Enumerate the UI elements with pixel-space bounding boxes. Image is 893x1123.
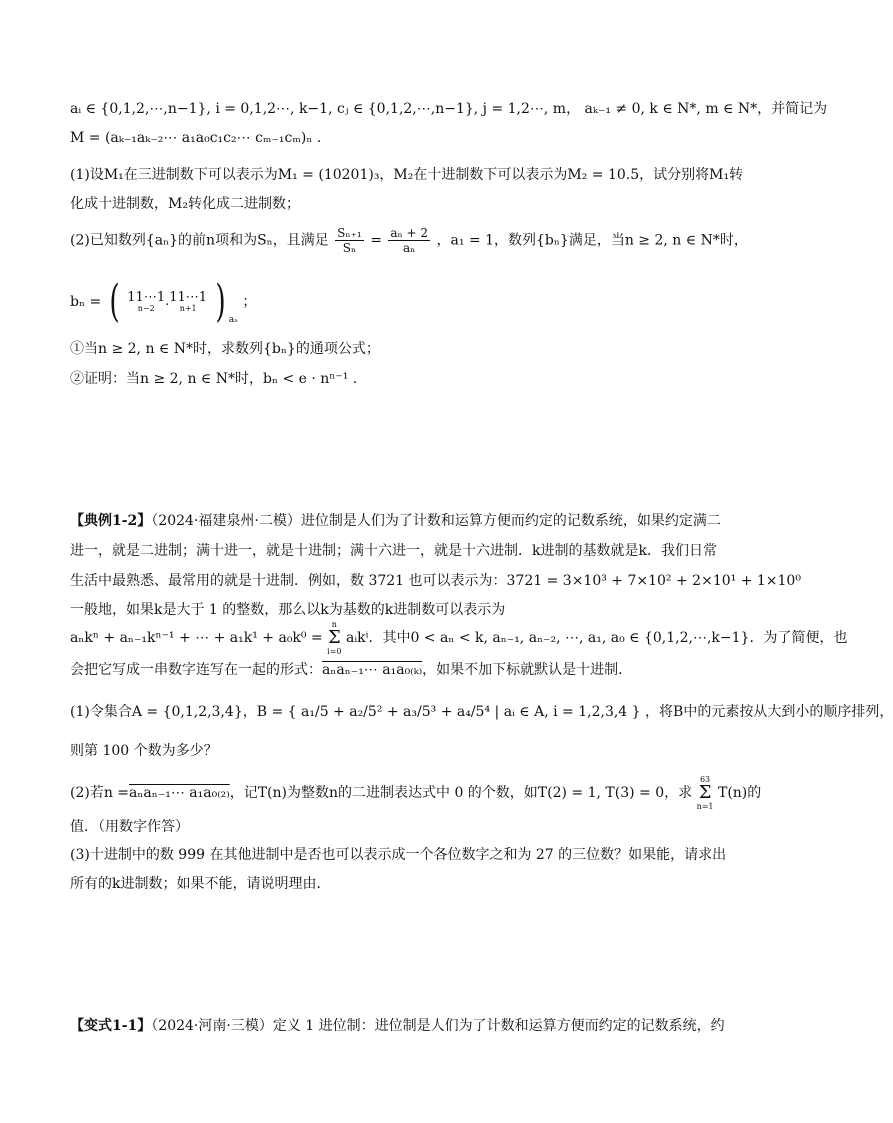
- part-2-line-1: [70, 775, 761, 811]
- bn-label: bₙ =: [70, 294, 102, 310]
- bn-definition: [70, 276, 257, 330]
- ones-group-1-digits: 11⋯1: [127, 290, 166, 305]
- part-2-line-2: 值．（用数字作答）: [70, 819, 189, 835]
- ones-group-2-count: n+1: [179, 304, 197, 313]
- ones-group-1-count: n−2: [137, 304, 155, 313]
- part-1-order: ，将B中的元素按从大到小的顺序排列，: [645, 704, 893, 720]
- ones-group-2-digits: 11⋯1: [169, 290, 208, 305]
- ones-group-2: [169, 291, 207, 313]
- q2-line-1: [70, 226, 748, 255]
- part-1-set-a: (1)令集合A = {0,1,2,3,4}，B =: [70, 704, 284, 720]
- equals-sign: =: [370, 232, 382, 249]
- part-2-t-def: ，记T(n)为整数n的二进制表达式中 0 的个数，如T(2) = 1, T(3) = 0，求: [229, 785, 693, 801]
- example-1-2-line-2: 进一，就是二进制；满十进一，就是十进制；满十六进一，就是十六进制．k进制的基数就是k．我们日常: [70, 543, 717, 559]
- q1-line-2: 化成十进制数，M₂转化成二进制数；: [70, 196, 300, 212]
- example-1-2-line-1: [70, 511, 721, 531]
- part-1-line-2: 则第 100 个数为多少？: [70, 743, 218, 759]
- part-3-line-1: (3)十进制中的数 999 在其他进制中是否也可以表示成一个各位数字之和为 27 的三位数？如果能，请求出: [70, 847, 727, 863]
- radix-point: .: [165, 294, 170, 309]
- summation-icon-2: 63 Σ n=1: [696, 775, 714, 811]
- binary-digit-string: aₙaₙ₋₁⋯ a₁a₀₍₂₎: [129, 785, 230, 801]
- summation-icon: n Σ i=0: [327, 620, 342, 656]
- part-1-line-1: [70, 702, 893, 722]
- ones-group-1: [127, 291, 165, 313]
- notation-intro: 会把它写成一串数字连写在一起的形式：: [70, 662, 322, 678]
- example-1-2-line-4: 一般地，如果k是大于 1 的整数，那么以k为基数的k进制数可以表示为: [70, 602, 506, 618]
- intro-line-2: M = (aₖ₋₁aₖ₋₂⋯ a₁a₀c₁c₂⋯ cₘ₋₁cₘ)ₙ .: [70, 130, 322, 146]
- bn-end: ；: [242, 294, 257, 310]
- example-1-2-tag: 【典例1-2】: [70, 513, 152, 529]
- part-3-line-2: 所有的k进制数；如果不能，请说明理由．: [70, 876, 331, 892]
- digit-string: aₙaₙ₋₁⋯ a₁a₀₍ₖ₎: [322, 662, 423, 678]
- variant-1-1-text: （2024·河南·三模）定义 1 进位制：进位制是人们为了计数和运算方便而约定的记数系统，约: [151, 1018, 725, 1034]
- variant-1-1-tag: 【变式1-1】: [70, 1018, 152, 1034]
- example-1-2-text-1: （2024·福建泉州·二模）进位制是人们为了计数和运算方便而约定的记数系统，如果约定满二: [151, 513, 721, 529]
- notation-default: ，如果不加下标就默认是十进制．: [422, 662, 633, 678]
- variant-1-1-line: [70, 1016, 725, 1036]
- digit-constraints: aᵢkⁱ．其中0 < aₙ < k, aₙ₋₁, aₙ₋₂, ⋯, a₁, a₀ ∈ {0,1,2,⋯,k−1}．为了简便，也: [345, 630, 848, 646]
- part-2-n-def: (2)若n =: [70, 785, 130, 801]
- left-paren-icon: (: [109, 276, 120, 327]
- fraction-s: [335, 226, 364, 255]
- example-1-2-line-6: [70, 660, 632, 680]
- fraction-a-denominator: aₙ: [403, 241, 416, 255]
- part-1-set-b: { a₁/5 + a₂/5² + a₃/5³ + a₄/5⁴ | aᵢ ∈ A, i = 1,2,3,4 }: [287, 704, 641, 720]
- part-2-tn: T(n)的: [717, 785, 762, 801]
- fraction-a: [388, 226, 430, 255]
- q1-line-1: (1)设M₁在三进制数下可以表示为M₁ = (10201)₃，M₂在十进制数下可以表示为M₂ = 10.5，试分别将M₁转: [70, 167, 744, 183]
- q2-sub-1: ①当n ≥ 2, n ∈ N*时，求数列{bₙ}的通项公式；: [70, 341, 380, 357]
- example-1-2-line-3: 生活中最熟悉、最常用的就是十进制．例如，数 3721 也可以表示为：3721 = 3×10³ + 7×10² + 2×10¹ + 1×10⁰: [70, 573, 801, 589]
- example-1-2-line-5: [70, 620, 847, 656]
- summation-2-upper: 63: [699, 775, 711, 784]
- polynomial-expansion: aₙkⁿ + aₙ₋₁kⁿ⁻¹ + ⋯ + a₁k¹ + a₀k⁰ =: [70, 630, 323, 646]
- summation-2-lower: n=1: [696, 802, 714, 811]
- bn-base: aₙ: [228, 315, 238, 325]
- q2-text-a: (2)已知数列{aₙ}的前n项和为Sₙ，且满足: [70, 232, 329, 249]
- q2-sub-2: ②证明：当n ≥ 2, n ∈ N*时，bₙ < e · nⁿ⁻¹ .: [70, 371, 358, 387]
- intro-line-1: aᵢ ∈ {0,1,2,⋯,n−1}, i = 0,1,2⋯, k−1, cⱼ ∈ {0,1,2,⋯,n−1}, j = 1,2⋯, m， aₖ₋₁ ≠ 0, k ∈ N*, m ∈ N*，并简记为: [70, 101, 828, 117]
- q2-text-b: ，a₁ = 1，数列{bₙ}满足，当n ≥ 2, n ∈ N*时，: [436, 232, 748, 249]
- fraction-s-numerator: Sₙ₊₁: [337, 226, 362, 240]
- fraction-a-numerator: aₙ + 2: [390, 226, 429, 240]
- fraction-s-denominator: Sₙ: [342, 241, 357, 255]
- summation-upper: n: [331, 620, 337, 629]
- right-paren-icon: ): [214, 276, 226, 327]
- summation-lower: i=0: [327, 647, 342, 656]
